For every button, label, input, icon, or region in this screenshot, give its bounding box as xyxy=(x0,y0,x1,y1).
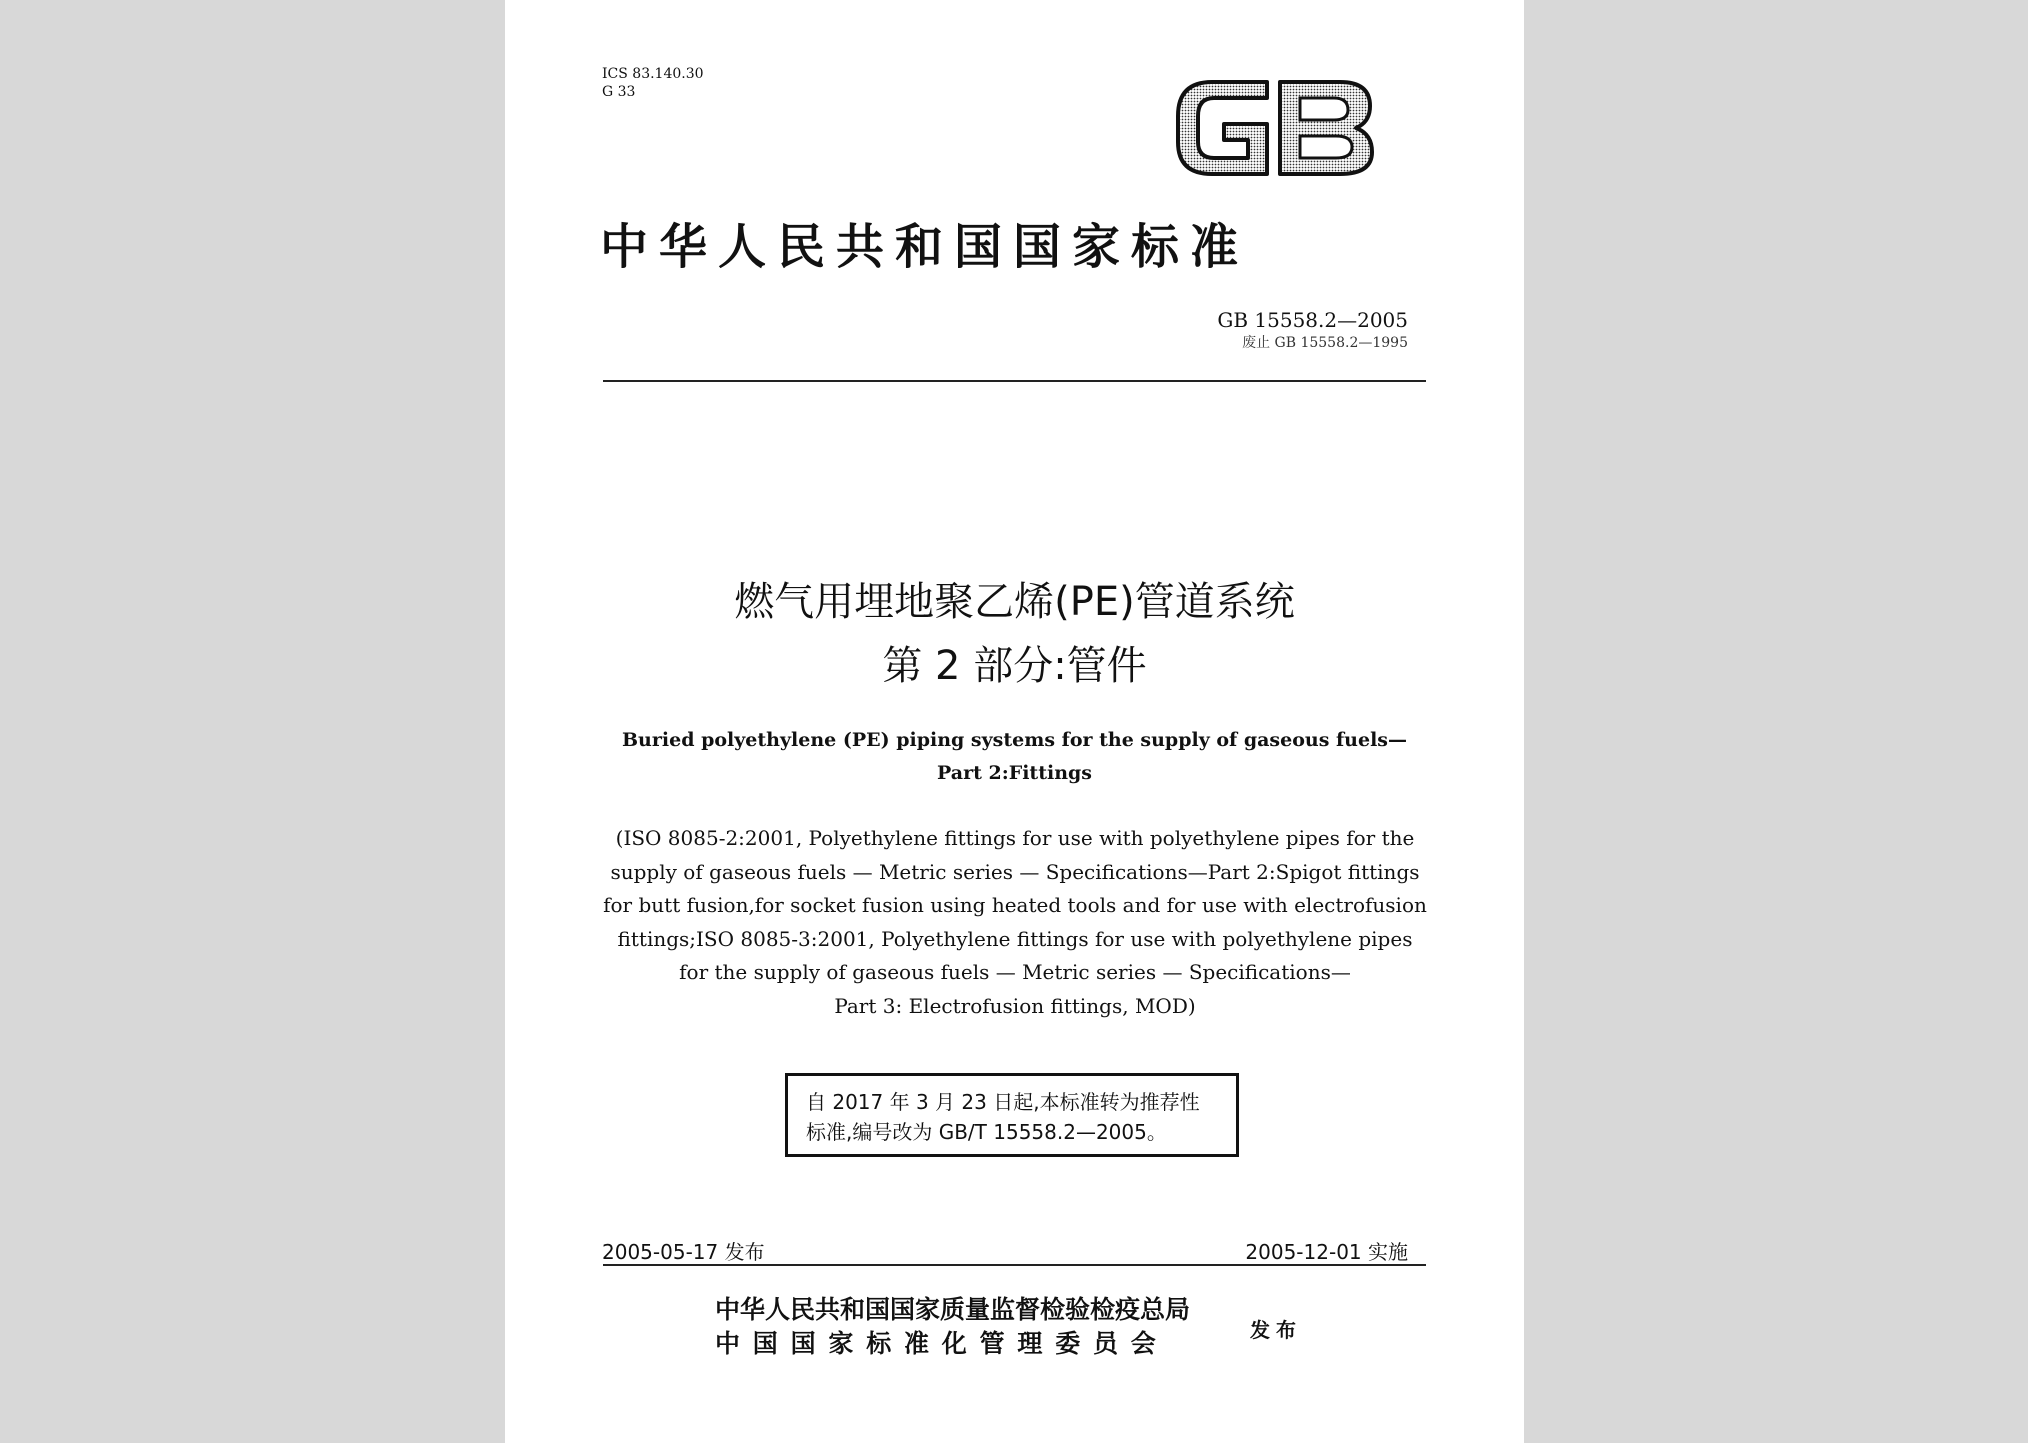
iso-reference-line: (ISO 8085-2:2001, Polyethylene fittings for use with polyethylene pipes for the xyxy=(615,826,1415,850)
replaced-standard: 废止 GB 15558.2—1995 xyxy=(1242,335,1408,351)
iso-reference-line: for the supply of gaseous fuels — Metric series — Specifications— xyxy=(679,960,1351,985)
status-notice-box xyxy=(785,1073,1239,1157)
notice-line1: 自 2017 年 3 月 23 日起,本标准转为推荐性 xyxy=(806,1090,1200,1114)
iso-reference-line: for butt fusion,for socket fusion using heated tools and for use with electrofusion xyxy=(603,893,1427,918)
iso-reference-line: fittings;ISO 8085-3:2001, Polyethylene fittings for use with polyethylene pipes xyxy=(617,926,1413,951)
issuing-authorities xyxy=(715,1293,1190,1361)
issuer-sac: 中国国家标准化管理委员会 xyxy=(715,1329,1169,1358)
standard-number: GB 15558.2—2005 xyxy=(1217,308,1408,332)
issue-date: 2005-05-17 发布 xyxy=(602,1240,765,1264)
svg-text:GB: GB xyxy=(1275,136,1277,137)
iso-reference-line: Part 3: Electrofusion fittings, MOD) xyxy=(834,993,1196,1018)
ics-code: ICS 83.140.30 xyxy=(602,66,704,82)
issuer-aqsiq: 中华人民共和国国家质量监督检验检疫总局 xyxy=(715,1295,1191,1324)
publish-label: 发布 xyxy=(1250,1318,1302,1342)
notice-line2: 标准,编号改为 GB/T 15558.2—2005。 xyxy=(806,1120,1167,1144)
title-zh-line2: 第 2 部分:管件 xyxy=(882,643,1147,689)
gb-logo xyxy=(1172,76,1378,180)
title-zh-line1: 燃气用埋地聚乙烯(PE)管道系统 xyxy=(734,579,1295,625)
footer-divider xyxy=(603,1264,1426,1266)
document-page xyxy=(505,0,1524,1443)
iso-reference xyxy=(585,822,1445,1024)
classification-codes xyxy=(602,65,704,101)
ccs-code: G 33 xyxy=(602,84,636,100)
iso-reference-line: supply of gaseous fuels — Metric series — Specifications—Part 2:Spigot fittings xyxy=(610,859,1420,884)
title-en-line1: Buried polyethylene (PE) piping systems for the supply of gaseous fuels— xyxy=(622,729,1407,751)
implementation-date: 2005-12-01 实施 xyxy=(1245,1240,1408,1264)
national-standard-title: 中华人民共和国国家标准 xyxy=(600,219,1250,275)
header-divider xyxy=(603,380,1426,382)
title-en-line2: Part 2:Fittings xyxy=(937,762,1092,784)
standard-number-block xyxy=(1217,308,1408,352)
